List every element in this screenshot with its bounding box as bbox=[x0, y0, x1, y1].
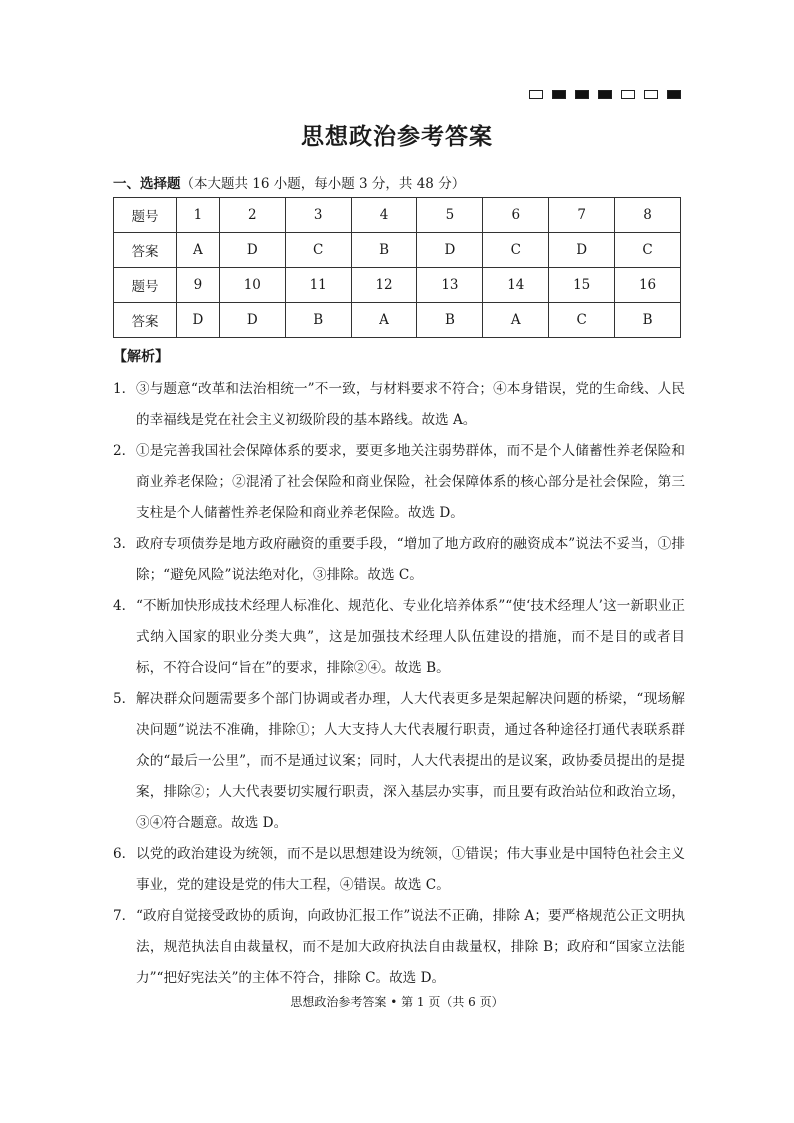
table-cell: 4 bbox=[351, 198, 417, 233]
table-cell: B bbox=[285, 303, 351, 338]
table-cell: C bbox=[615, 233, 681, 268]
table-row bbox=[114, 198, 681, 233]
table-cell: D bbox=[219, 303, 285, 338]
item-number: 1． bbox=[113, 381, 136, 397]
section-note: （本大题共 16 小题，每小题 3 分，共 48 分） bbox=[180, 176, 466, 192]
table-cell: B bbox=[417, 303, 483, 338]
section-heading bbox=[113, 172, 465, 192]
item-text: ③与题意“改革和法治相统一”不一致，与材料要求不符合；④本身错误，党的生命线、人民的幸福线是党在社会主义初级阶段的基本路线。故选 A。 bbox=[136, 381, 685, 428]
analysis-item bbox=[113, 901, 685, 994]
item-number: 3． bbox=[113, 536, 136, 552]
table-cell: 15 bbox=[549, 268, 615, 303]
header-marks bbox=[529, 90, 681, 99]
table-cell: A bbox=[483, 303, 549, 338]
item-text: 政府专项债券是地方政府融资的重要手段，“增加了地方政府的融资成本”说法不妥当，①排除；“避免风险”说法绝对化，③排除。故选 C。 bbox=[136, 536, 685, 583]
table-cell: 13 bbox=[417, 268, 483, 303]
table-cell: 14 bbox=[483, 268, 549, 303]
table-cell: 3 bbox=[285, 198, 351, 233]
filled-square-mark bbox=[575, 90, 589, 99]
table-row bbox=[114, 303, 681, 338]
analysis-item bbox=[113, 839, 685, 901]
table-cell: D bbox=[549, 233, 615, 268]
empty-square-mark bbox=[644, 90, 658, 99]
table-cell: A bbox=[177, 233, 220, 268]
row-label: 题号 bbox=[114, 198, 177, 233]
analysis-item bbox=[113, 684, 685, 839]
answer-table bbox=[113, 197, 681, 338]
empty-square-mark bbox=[529, 90, 543, 99]
empty-square-mark bbox=[621, 90, 635, 99]
analysis-item bbox=[113, 591, 685, 684]
table-cell: D bbox=[417, 233, 483, 268]
table-cell: 5 bbox=[417, 198, 483, 233]
item-number: 7． bbox=[113, 908, 136, 924]
item-text: 以党的政治建设为统领，而不是以思想建设为统领，①错误；伟大事业是中国特色社会主义事业，党的建设是党的伟大工程，④错误。故选 C。 bbox=[136, 846, 685, 893]
table-cell: 6 bbox=[483, 198, 549, 233]
item-number: 6． bbox=[113, 846, 136, 862]
table-cell: 16 bbox=[615, 268, 681, 303]
analysis-item bbox=[113, 529, 685, 591]
row-label: 题号 bbox=[114, 268, 177, 303]
item-text: “政府自觉接受政协的质询，向政协汇报工作”说法不正确，排除 A；要严格规范公正文明执法，规范执法自由裁量权，而不是加大政府执法自由裁量权，排除 B；政府和“国家立法能力”“把好宪法关”的主体不符合，排除 C。故选 D。 bbox=[136, 908, 685, 986]
analysis-item bbox=[113, 436, 685, 529]
table-row bbox=[114, 268, 681, 303]
table-cell: 7 bbox=[549, 198, 615, 233]
table-cell: C bbox=[549, 303, 615, 338]
item-number: 5． bbox=[113, 691, 136, 707]
item-number: 4． bbox=[113, 598, 136, 614]
table-cell: 2 bbox=[219, 198, 285, 233]
page-footer: 思想政治参考答案 • 第 1 页（共 6 页） bbox=[290, 995, 504, 1009]
item-number: 2． bbox=[113, 443, 136, 459]
row-label: 答案 bbox=[114, 233, 177, 268]
item-text: “不断加快形成技术经理人标准化、规范化、专业化培养体系”“使‘技术经理人’这一新职业正式纳入国家的职业分类大典”，这是加强技术经理人队伍建设的措施，而不是目的或者目标，不符合设问“旨在”的要求，排除②④。故选 B。 bbox=[136, 598, 685, 676]
table-row bbox=[114, 233, 681, 268]
filled-square-mark bbox=[598, 90, 612, 99]
table-cell: D bbox=[219, 233, 285, 268]
table-cell: 8 bbox=[615, 198, 681, 233]
table-cell: B bbox=[615, 303, 681, 338]
table-cell: C bbox=[483, 233, 549, 268]
table-cell: 12 bbox=[351, 268, 417, 303]
table-cell: 9 bbox=[177, 268, 220, 303]
table-cell: B bbox=[351, 233, 417, 268]
filled-square-mark bbox=[552, 90, 566, 99]
table-cell: A bbox=[351, 303, 417, 338]
table-cell: C bbox=[285, 233, 351, 268]
analysis-heading: 【解析】 bbox=[113, 349, 169, 365]
section-title: 一、选择题 bbox=[113, 176, 181, 192]
page-title: 思想政治参考答案 bbox=[301, 124, 493, 150]
filled-square-mark bbox=[667, 90, 681, 99]
item-text: 解决群众问题需要多个部门协调或者办理，人大代表更多是架起解决问题的桥梁，“现场解决问题”说法不准确，排除①；人大支持人大代表履行职责，通过各种途径打通代表联系群众的“最后一公里”，而不是通过议案；同时，人大代表提出的是议案，政协委员提出的是提案，排除②；人大代表要切实履行职责，深入基层办实事，而且要有政治站位和政治立场，③④符合题意。故选 D。 bbox=[136, 691, 685, 831]
table-cell: 10 bbox=[219, 268, 285, 303]
table-cell: 11 bbox=[285, 268, 351, 303]
analysis-list bbox=[113, 374, 685, 994]
analysis-item bbox=[113, 374, 685, 436]
table-cell: D bbox=[177, 303, 220, 338]
table-cell: 1 bbox=[177, 198, 220, 233]
item-text: ①是完善我国社会保障体系的要求，要更多地关注弱势群体，而不是个人储蓄性养老保险和商业养老保险；②混淆了社会保险和商业保险，社会保障体系的核心部分是社会保险，第三支柱是个人储蓄性养老保险和商业养老保险。故选 D。 bbox=[136, 443, 685, 521]
row-label: 答案 bbox=[114, 303, 177, 338]
